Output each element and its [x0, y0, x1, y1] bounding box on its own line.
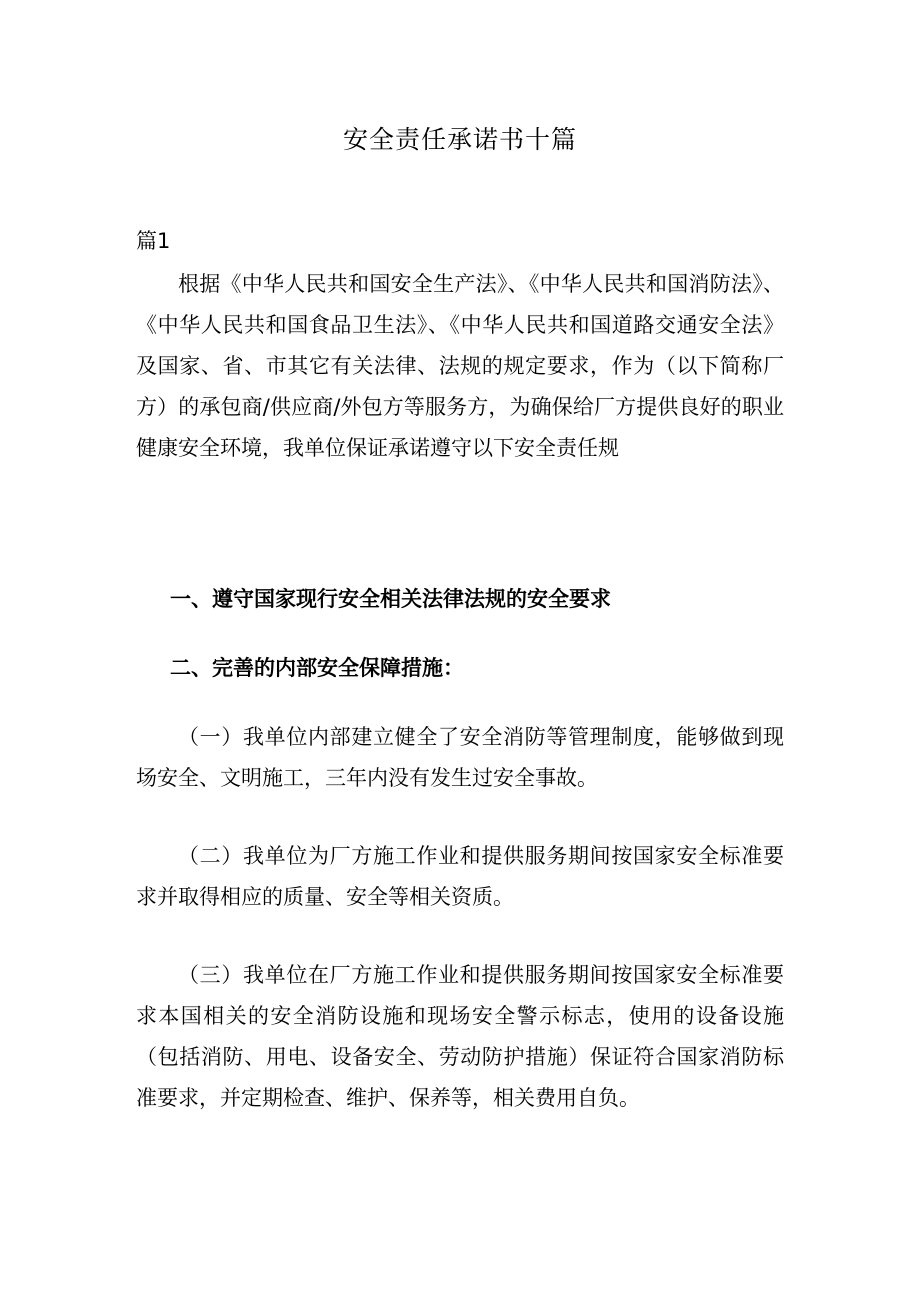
section-label: 篇1: [136, 229, 171, 253]
section-heading-2: 二、完善的内部安全保障措施：: [170, 656, 464, 680]
clause-item-2: （二）我单位为厂方施工作业和提供服务期间按国家安全标准要求并取得相应的质量、安全等相关资质。: [136, 844, 784, 909]
clause-item-3: （三）我单位在厂方施工作业和提供服务期间按国家安全标准要求本国相关的安全消防设施和现场安全警示标志，使用的设备设施（包括消防、用电、设备安全、劳动防护措施）保证符合国家消防标准要求，并定期检查、维护、保养等，相关费用自负。: [136, 963, 784, 1110]
clause-item-1: （一）我单位内部建立健全了安全消防等管理制度，能够做到现场安全、文明施工，三年内没有发生过安全事故。: [136, 725, 784, 790]
document-title: 安全责任承诺书十篇: [342, 125, 577, 154]
intro-paragraph: 根据《中华人民共和国安全生产法》、《中华人民共和国消防法》、《中华人民共和国食品卫生法》、《中华人民共和国道路交通安全法》及国家、省、市其它有关法律、法规的规定要求，作为（以下简称厂方）的承包商/供应商/外包方等服务方，为确保给厂方提供良好的职业健康安全环境，我单位保证承诺遵守以下安全责任规: [136, 272, 784, 460]
section-heading-1: 一、遵守国家现行安全相关法律法规的安全要求: [170, 587, 611, 611]
